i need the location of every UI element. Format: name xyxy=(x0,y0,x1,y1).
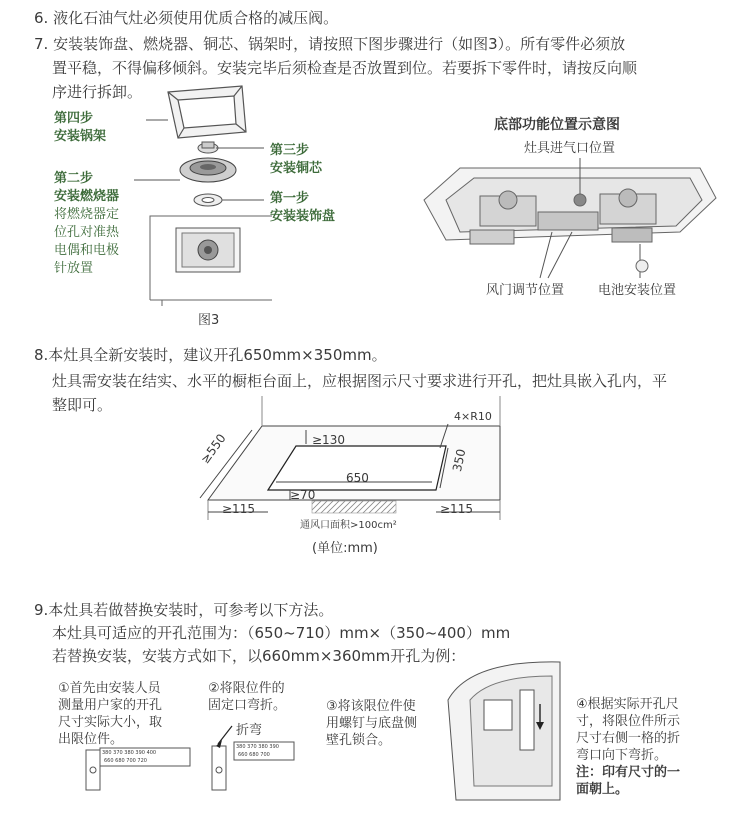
back-distance-label: ≥130 xyxy=(312,433,345,447)
step2-text: 安装燃烧器 xyxy=(54,189,120,204)
step9-1-line2: 测量用户家的开孔 xyxy=(58,698,163,713)
step4-text: 安装锅架 xyxy=(54,129,107,144)
damper-label: 风门调节位置 xyxy=(486,283,565,298)
step9-3-line3: 壁孔锁合。 xyxy=(326,733,392,748)
step2-title: 第二步 xyxy=(54,171,94,186)
step9-2-line2: 固定口弯折。 xyxy=(208,698,287,713)
step9-3-line1: ③将该限位件使 xyxy=(326,699,416,714)
tab1-bottom-values: 660 680 700 720 xyxy=(104,758,147,764)
step9-4-line4: 弯口向下弯折。 xyxy=(576,748,668,763)
radius-label: 4×R10 xyxy=(454,410,492,423)
step3-title: 第三步 xyxy=(270,143,310,158)
left-distance-label: ≥115 xyxy=(222,502,255,516)
height-label: 350 xyxy=(450,447,469,473)
vent-label: 通风口面积>100cm² xyxy=(300,520,397,531)
inlet-label: 灶具进气口位置 xyxy=(524,141,616,156)
step9-1-line4: 出限位件。 xyxy=(58,732,124,747)
step9-1-line3: 尺寸实际大小，取 xyxy=(58,715,163,730)
step1-title: 第一步 xyxy=(270,191,310,206)
item-8-line2: 灶具需安装在结实、水平的橱柜台面上，应根据图示尺寸要求进行开孔，把灶具嵌入孔内，平 xyxy=(52,372,668,390)
item-8-line3: 整即可。 xyxy=(52,396,113,414)
item-7-line3: 序进行拆卸。 xyxy=(52,83,143,101)
front-distance-label: ≥70 xyxy=(290,488,316,502)
step9-note-line1: 注：印有尺寸的一 xyxy=(576,765,681,780)
right-distance-label: ≥115 xyxy=(440,502,473,516)
tab2-bottom-values: 660 680 700 xyxy=(238,752,270,758)
battery-label: 电池安装位置 xyxy=(598,283,677,298)
figure-3-caption: 图3 xyxy=(198,313,220,328)
depth-label: ≥550 xyxy=(198,431,229,467)
step3-text: 安装铜芯 xyxy=(270,161,323,176)
tab2-top-values: 380 370 380 390 xyxy=(236,744,279,750)
step9-4-line3: 尺寸右侧一格的折 xyxy=(576,731,681,746)
tab1-top-values: 380 370 380 390 400 xyxy=(102,750,157,756)
bottom-diagram-title: 底部功能位置示意图 xyxy=(494,117,620,133)
item-8-line1: 8.本灶具全新安装时，建议开孔650mm×350mm。 xyxy=(34,346,387,364)
step2-note-4: 针放置 xyxy=(54,261,94,276)
step2-note-3: 电偶和电极 xyxy=(54,243,120,258)
step9-4-line2: 寸，将限位件所示 xyxy=(576,714,681,729)
step9-2-line1: ②将限位件的 xyxy=(208,681,285,696)
item-7-line1: 7. 安装装饰盘、燃烧器、铜芯、锅架时，请按照下图步骤进行（如图3）。所有零件必须放 xyxy=(34,35,626,53)
step9-3-line2: 用螺钉与底盘侧 xyxy=(326,716,418,731)
step4-title: 第四步 xyxy=(54,111,94,126)
item-6: 6. 液化石油气灶必须使用优质合格的减压阀。 xyxy=(34,9,339,27)
item-9-line3: 若替换安装，安装方式如下，以660mm×360mm开孔为例： xyxy=(52,647,466,665)
bend-label: 折弯 xyxy=(236,723,263,738)
step9-1-line1: ①首先由安装人员 xyxy=(58,681,161,696)
item-7-line2: 置平稳，不得偏移倾斜。安装完毕后须检查是否放置到位。若要拆下零件时，请按反向顺 xyxy=(52,59,638,77)
item-9-line2: 本灶具可适应的开孔范围为：（650~710）mm×（350~400）mm xyxy=(52,624,511,642)
item-9-line1: 9.本灶具若做替换安装时，可参考以下方法。 xyxy=(34,601,334,619)
step2-note-1: 将燃烧器定 xyxy=(54,207,120,222)
step9-4-line1: ④根据实际开孔尺 xyxy=(576,697,679,712)
step2-note-2: 位孔对准热 xyxy=(54,225,120,240)
unit-label: (单位:mm) xyxy=(312,541,378,556)
step9-note-line2: 面朝上。 xyxy=(576,782,629,797)
width-label: 650 xyxy=(346,471,369,485)
step1-text: 安装装饰盘 xyxy=(270,209,336,224)
